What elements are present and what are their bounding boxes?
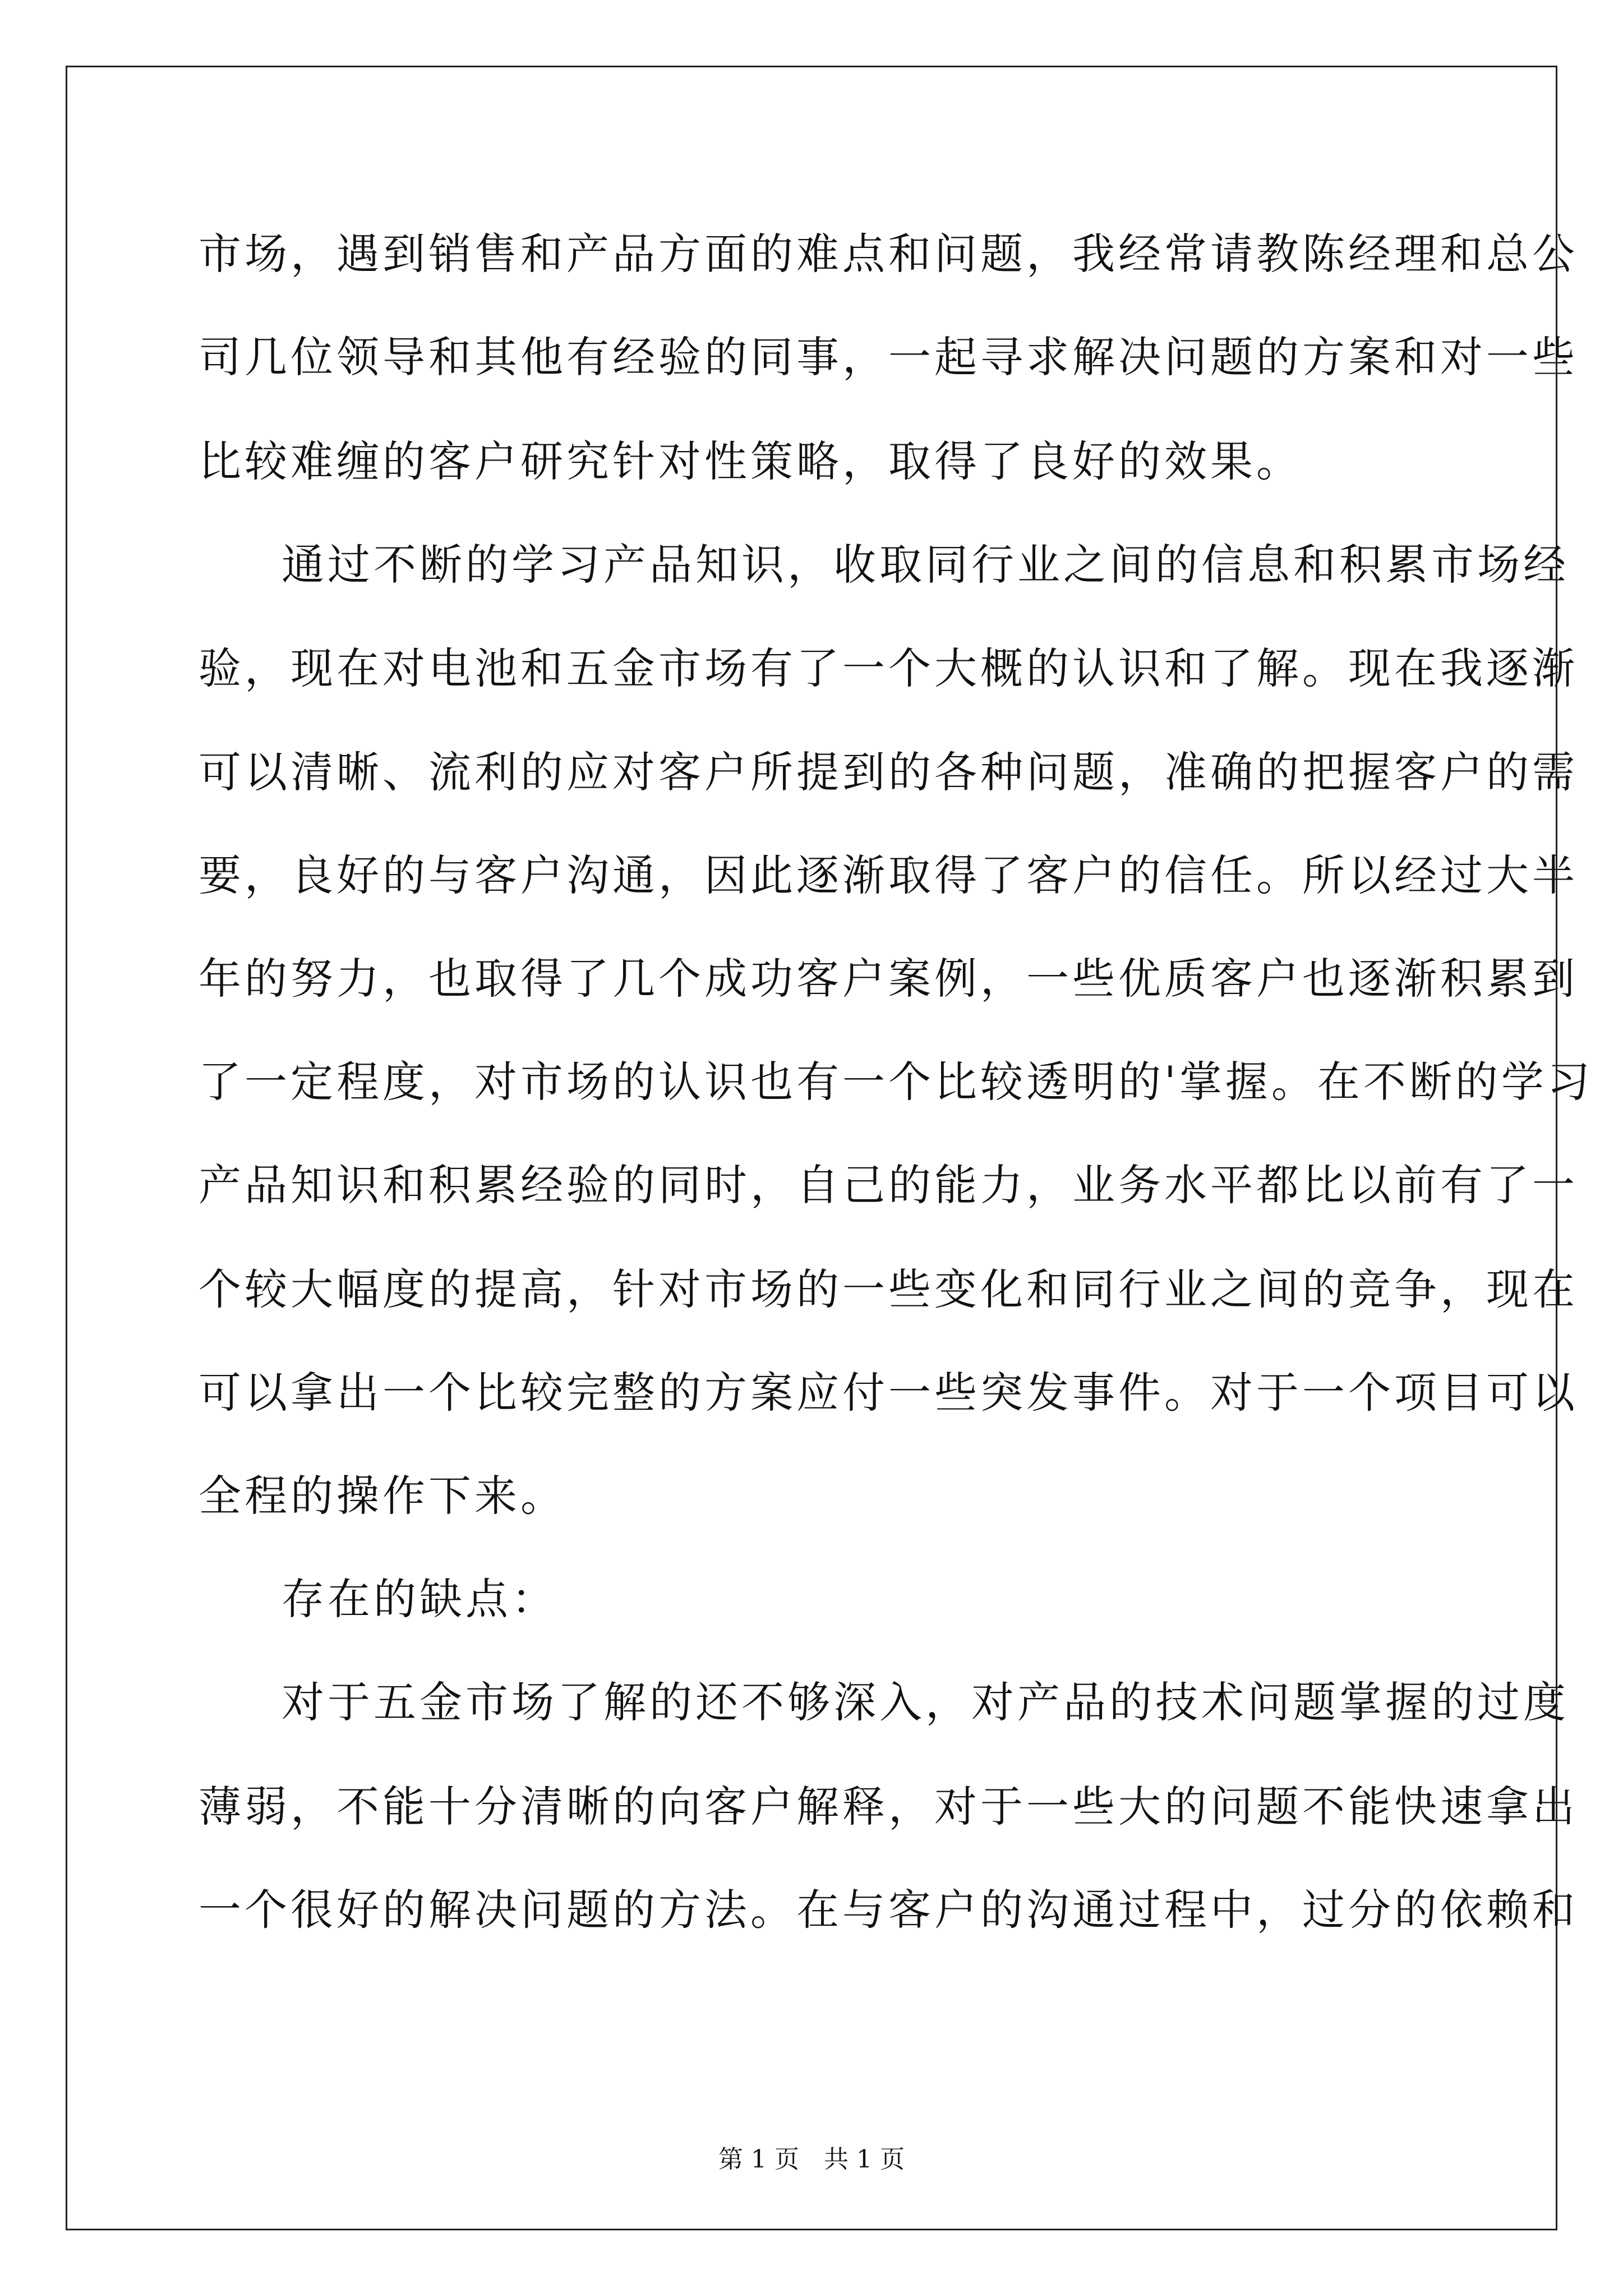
paragraph-first-line: 对于五金市场了解的还不够深入，对产品的技术问题掌握的过度 [282,1677,1569,1727]
text-line: 验，现在对电池和五金市场有了一个大概的认识和了解。现在我逐渐 [199,643,1578,693]
text-line: 全程的操作下来。 [199,1471,566,1521]
section-heading: 存在的缺点： [282,1574,557,1624]
text-line: 年的努力，也取得了几个成功客户案例，一些优质客户也逐渐积累到 [199,954,1578,1004]
text-line: 一个很好的解决问题的方法。在与客户的沟通过程中，过分的依赖和 [199,1885,1578,1935]
paragraph-first-line: 通过不断的学习产品知识，收取同行业之间的信息和积累市场经 [282,540,1569,590]
text-line: 个较大幅度的提高，针对市场的一些变化和同行业之间的竞争，现在 [199,1264,1578,1314]
text-line: 可以拿出一个比较完整的方案应付一些突发事件。对于一个项目可以 [199,1368,1578,1418]
text-line: 比较难缠的客户研究针对性策略，取得了良好的效果。 [199,436,1302,486]
text-line: 了一定程度，对市场的认识也有一个比较透明的'掌握。在不断的学习 [199,1057,1593,1107]
text-line: 司几位领导和其他有经验的同事，一起寻求解决问题的方案和对一些 [199,332,1578,382]
page-footer: 第 1 页 共 1 页 [718,2145,905,2174]
text-line: 市场，遇到销售和产品方面的难点和问题，我经常请教陈经理和总公 [199,229,1578,279]
text-line: 可以清晰、流利的应对客户所提到的各种问题，准确的把握客户的需 [199,747,1578,797]
text-line: 要，良好的与客户沟通，因此逐渐取得了客户的信任。所以经过大半 [199,850,1578,900]
text-line: 产品知识和积累经验的同时，自己的能力，业务水平都比以前有了一 [199,1160,1578,1210]
text-line: 薄弱，不能十分清晰的向客户解释，对于一些大的问题不能快速拿出 [199,1782,1578,1832]
